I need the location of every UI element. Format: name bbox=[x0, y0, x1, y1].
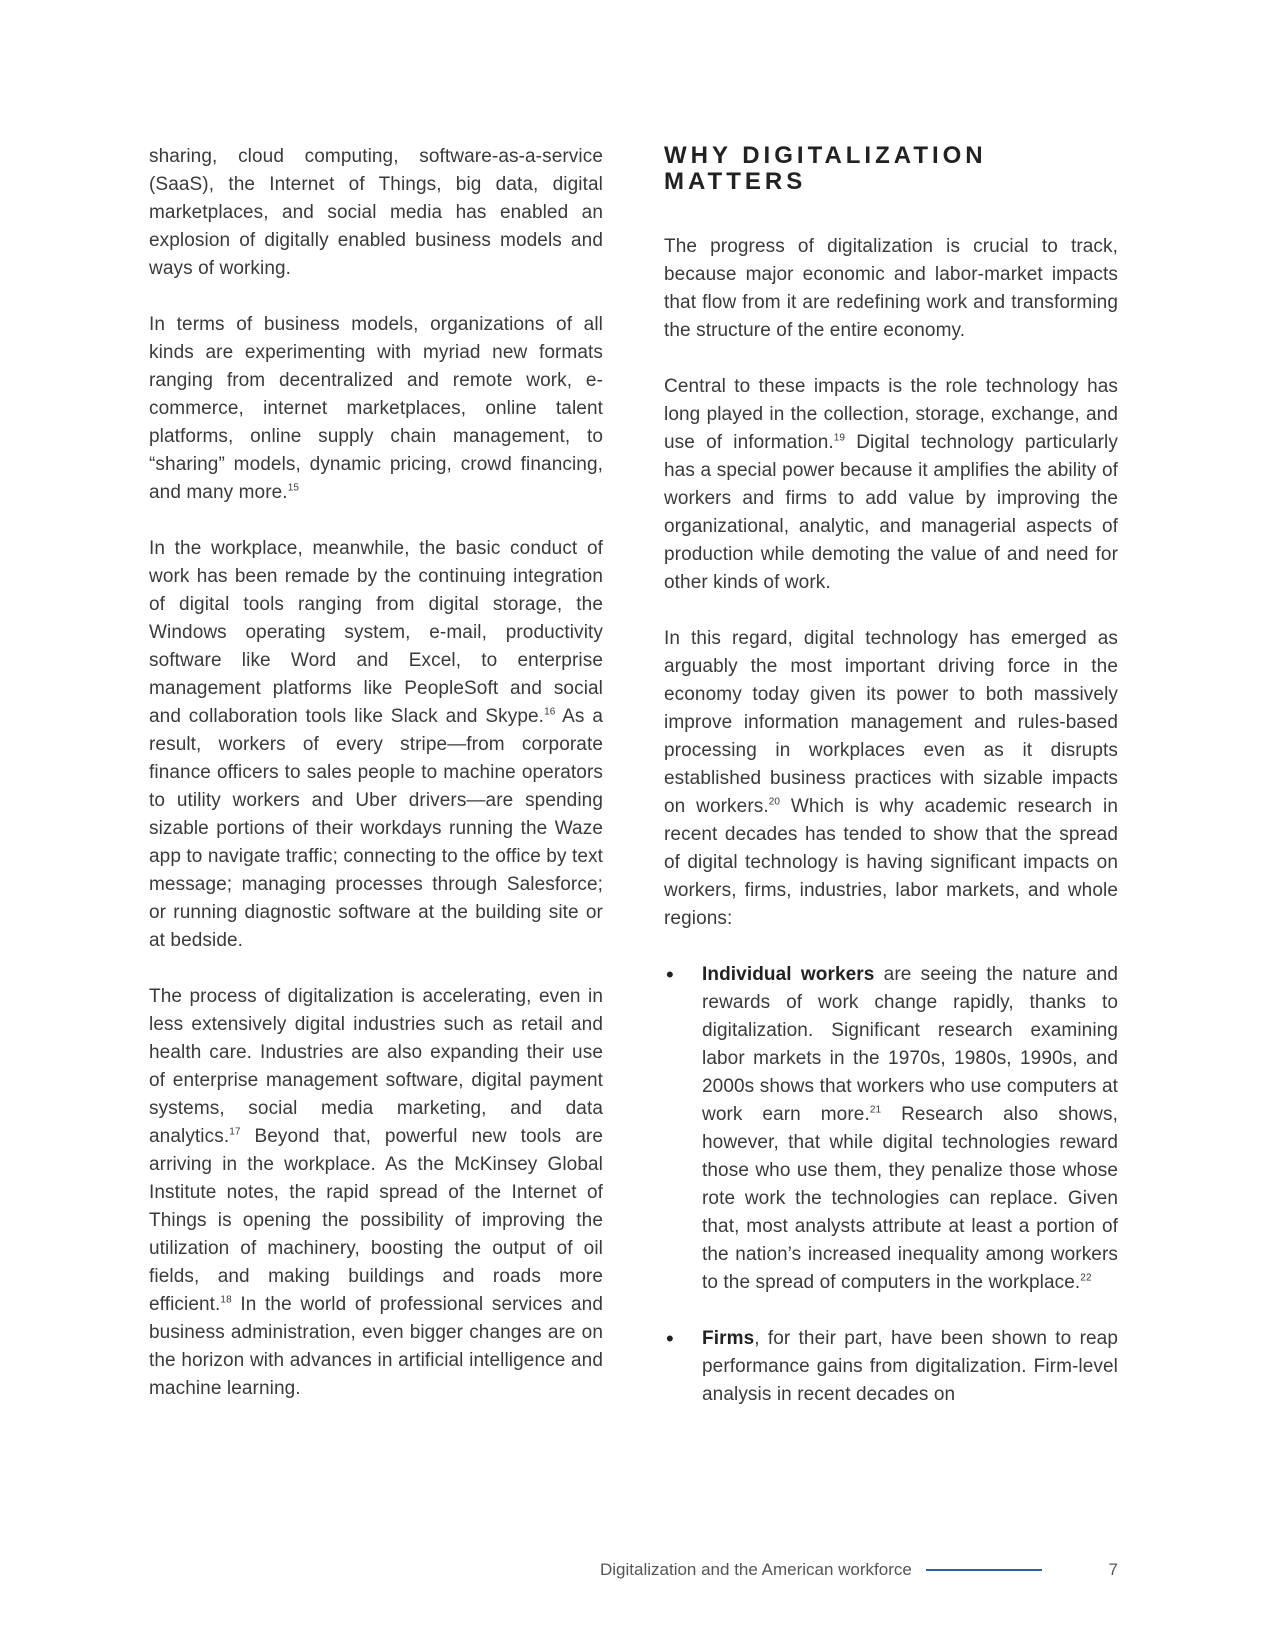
list-item: • Individual workers are seeing the nature and rewards of work change rapidly, thanks to digitalization. Significant research examining labor markets in the 1970s, 1980s, 1990s, and 2000s shows that workers who use computers at work earn more.$^{21}$ Research also shows, however, that while digital technologies reward those who use them, they penalize those whose rote work the technologies can replace. Given that, most analysts attribute at least a portion of the nation’s increased inequality among workers to the spread of computers in the workplace.$^{22}$ bbox=[666, 962, 1118, 1293]
footer-rule bbox=[926, 1569, 1042, 1571]
paragraph: Central to these impacts is the role technology has long played in the collection, storage, exchange, and use of information.$^{19}$ Digital technology particularly has a special power because it amplifies the ability of workers and firms to add value by improving the organizational, analytic, and managerial aspects of production while demoting the value of and need for other kinds of work. bbox=[664, 376, 1118, 593]
paragraph: The process of digitalization is accelerating, even in less extensively digital industries such as retail and health care. Industries are also expanding their use of enterprise management software, digital payment systems, social media marketing, and data analytics.$^{17}$ Beyond that, powerful new tools are arriving in the workplace. As the McKinsey Global Institute notes, the rapid spread of the Internet of Things is opening the possibility of improving the utilization of machinery, boosting the output of oil fields, and making buildings and roads more efficient.$^{18}$ In the world of professional services and business administration, even bigger changes are on the horizon with advances in artificial intelligence and machine learning. bbox=[149, 986, 603, 1399]
bullet-icon: • bbox=[666, 1326, 674, 1351]
paragraph: The progress of digitalization is crucial to track, because major economic and labor-market impacts that flow from it are redefining work and transforming the structure of the entire economy. bbox=[664, 236, 1118, 341]
footnote-ref: 18 bbox=[220, 1294, 232, 1306]
page-footer bbox=[600, 1556, 1118, 1584]
footnote-ref: 21 bbox=[869, 1104, 882, 1116]
footnote-ref: 16 bbox=[544, 706, 556, 718]
paragraph: In terms of business models, organizations of all kinds are experimenting with myriad new formats ranging from decentralized and remote work, e-commerce, internet marketplaces, online talent platforms, online supply chain management, to “sharing” models, dynamic pricing, crowd financing, and many more.$^{15}$ bbox=[149, 314, 603, 503]
footnote-ref: 19 bbox=[833, 432, 846, 444]
section-heading: WHY DIGITALIZATION MATTERS bbox=[664, 142, 987, 195]
paragraph: sharing, cloud computing, software-as-a-service (SaaS), the Internet of Things, big data, digital marketplaces, and social media has enabled an explosion of digitally enabled business models and ways of working. bbox=[149, 146, 603, 279]
left-column bbox=[149, 143, 603, 1431]
paragraph: In the workplace, meanwhile, the basic conduct of work has been remade by the continuing integration of digital tools ranging from digital storage, the Windows operating system, e-mail, productivity software like Word and Excel, to enterprise management platforms like PeopleSoft and social and collaboration tools like Slack and Skype.$^{16}$ As a result, workers of every stripe—from corporate finance officers to sales people to machine operators to utility workers and Uber drivers—are spending sizable portions of their workdays running the Waze app to navigate traffic; connecting to the office by text message; managing processes through Salesforce; or running diagnostic software at the building site or at bedside. bbox=[149, 538, 603, 951]
footnote-ref: 20 bbox=[768, 796, 781, 808]
footer-title: Digitalization and the American workforce bbox=[600, 1560, 912, 1579]
bullet-icon: • bbox=[666, 962, 674, 987]
footnote-ref: 15 bbox=[287, 482, 300, 494]
right-column bbox=[664, 143, 1118, 1437]
list-item: • Firms, for their part, have been shown to reap performance gains from digitalization. Firm-level analysis in recent decades on bbox=[666, 1326, 1118, 1405]
page-number: 7 bbox=[1108, 1560, 1118, 1579]
paragraph: In this regard, digital technology has emerged as arguably the most important driving force in the economy today given its power to both massively improve information management and rules-based processing in workplaces even as it disrupts established business practices with sizable impacts on workers.$^{20}$ Which is why academic research in recent decades has tended to show that the spread of digital technology is having significant impacts on workers, firms, industries, labor markets, and whole regions: bbox=[664, 628, 1118, 929]
footnote-ref: 22 bbox=[1080, 1272, 1092, 1284]
bullet-list bbox=[664, 961, 1118, 1409]
footnote-ref: 17 bbox=[229, 1126, 241, 1138]
